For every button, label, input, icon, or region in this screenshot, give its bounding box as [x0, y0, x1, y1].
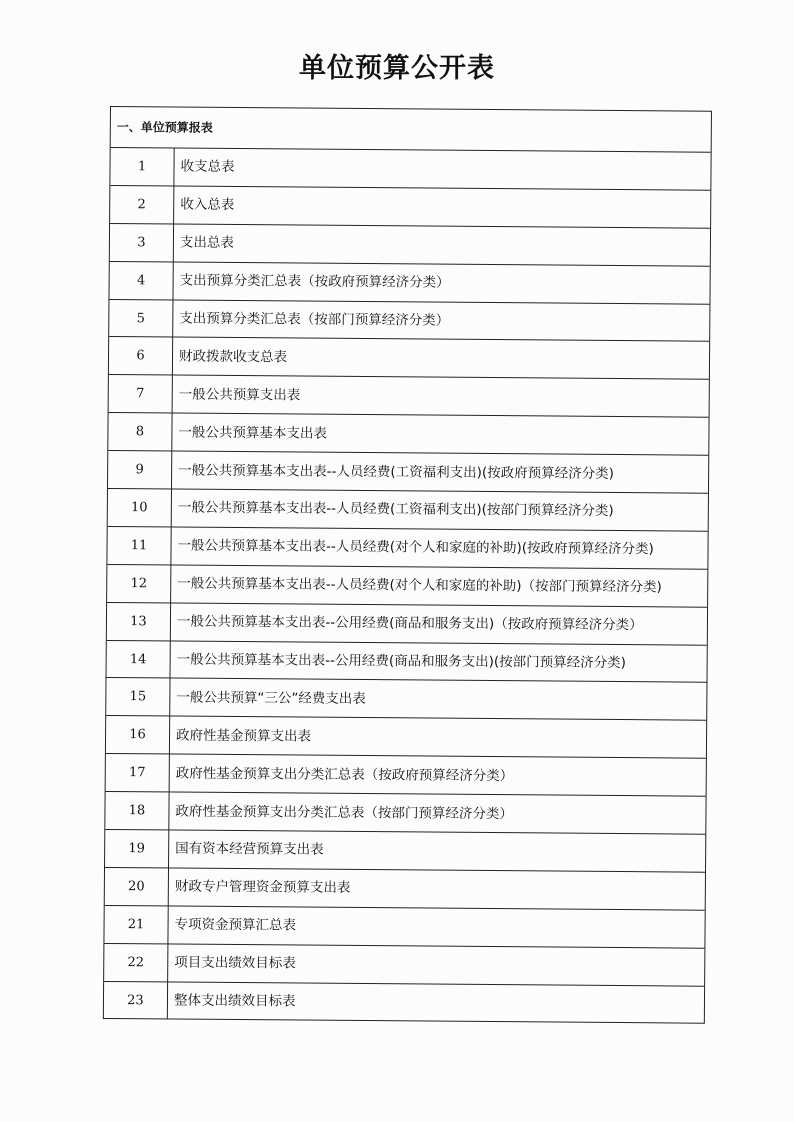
row-number: 1 — [110, 148, 174, 185]
table-row — [105, 830, 705, 873]
row-number: 11 — [107, 527, 171, 564]
table-body — [104, 148, 711, 1023]
row-report-name: 一般公共预算基本支出表--人员经费(工资福利支出)(按政府预算经济分类) — [178, 462, 615, 482]
row-report-name: 一般公共预算支出表 — [178, 386, 301, 404]
row-report-name: 政府性基金预算支出分类汇总表（按部门预算经济分类） — [175, 803, 514, 822]
row-report-name: 一般公共预算基本支出表 — [178, 424, 327, 442]
row-number: 8 — [108, 413, 172, 450]
row-report-name: 收入总表 — [180, 196, 235, 214]
table-row — [106, 754, 706, 797]
table-row — [105, 792, 705, 835]
page-title: 单位预算公开表 — [299, 53, 495, 84]
row-report-name: 一般公共预算基本支出表--人员经费(对个人和家庭的补助)(按政府预算经济分类) — [177, 537, 654, 558]
table-row — [107, 603, 707, 646]
row-report-name: 专项资金预算汇总表 — [174, 916, 297, 934]
row-report-name: 政府性基金预算支出分类汇总表（按政府预算经济分类） — [175, 765, 514, 784]
row-report-name: 政府性基金预算支出表 — [175, 727, 312, 745]
row-report-name: 一般公共预算基本支出表--公用经费(商品和服务支出)（按政府预算经济分类） — [176, 613, 643, 634]
table-row — [105, 868, 705, 911]
table-row — [109, 337, 709, 380]
table-row — [106, 716, 706, 759]
row-report-name: 一般公共预算基本支出表--人员经费(工资福利支出)(按部门预算经济分类) — [177, 499, 614, 520]
table-row — [108, 451, 708, 494]
row-report-name: 一般公共预算基本支出表--人员经费(对个人和家庭的补助)（按部门预算经济分类) — [177, 575, 662, 596]
row-number: 12 — [107, 565, 171, 602]
row-number: 18 — [105, 792, 169, 829]
row-number: 22 — [104, 944, 168, 981]
row-number: 13 — [107, 603, 171, 640]
table-row — [106, 678, 706, 721]
table-row — [110, 224, 710, 267]
table-row — [108, 413, 708, 456]
row-report-name: 支出预算分类汇总表（按政府预算经济分类） — [179, 272, 450, 291]
table-row — [109, 300, 709, 343]
row-number: 4 — [109, 262, 173, 299]
row-report-name: 整体支出绩效目标表 — [173, 992, 296, 1010]
section-header: 一、单位预算报表 — [111, 107, 711, 153]
row-number: 6 — [109, 337, 173, 374]
table-row — [104, 944, 704, 987]
row-number: 17 — [106, 754, 170, 791]
row-number: 16 — [106, 716, 170, 753]
row-number: 14 — [107, 641, 171, 678]
report-table — [103, 106, 712, 1024]
table-row — [110, 186, 710, 229]
table-row — [109, 375, 709, 418]
row-report-name: 财政拨款收支总表 — [178, 348, 288, 366]
row-number: 3 — [110, 224, 174, 261]
row-number: 2 — [110, 186, 174, 223]
row-number: 19 — [105, 830, 169, 867]
row-report-name: 项目支出绩效目标表 — [174, 954, 296, 972]
row-report-name: 支出总表 — [179, 234, 234, 252]
row-report-name: 财政专户管理资金预算支出表 — [174, 878, 351, 897]
row-number: 21 — [104, 906, 168, 943]
table-row — [110, 148, 710, 191]
row-report-name: 收支总表 — [180, 158, 235, 176]
table-row — [107, 527, 707, 570]
row-number: 10 — [108, 489, 172, 526]
row-number: 23 — [104, 982, 168, 1019]
row-number: 20 — [105, 868, 169, 905]
row-report-name: 国有资本经营预算支出表 — [175, 841, 324, 859]
table-row — [108, 489, 708, 532]
row-number: 7 — [109, 375, 173, 412]
table-row — [107, 565, 707, 608]
row-report-name: 一般公共预算“三公”经费支出表 — [176, 689, 366, 707]
row-number: 9 — [108, 451, 172, 488]
table-row — [104, 906, 704, 949]
row-report-name: 支出预算分类汇总表（按部门预算经济分类） — [179, 310, 450, 329]
table-row — [104, 982, 704, 1024]
table-row — [109, 262, 709, 305]
row-number: 15 — [106, 678, 170, 715]
row-number: 5 — [109, 300, 173, 337]
table-row — [107, 641, 707, 684]
row-report-name: 一般公共预算基本支出表--公用经费(商品和服务支出)(按部门预算经济分类) — [176, 651, 627, 672]
